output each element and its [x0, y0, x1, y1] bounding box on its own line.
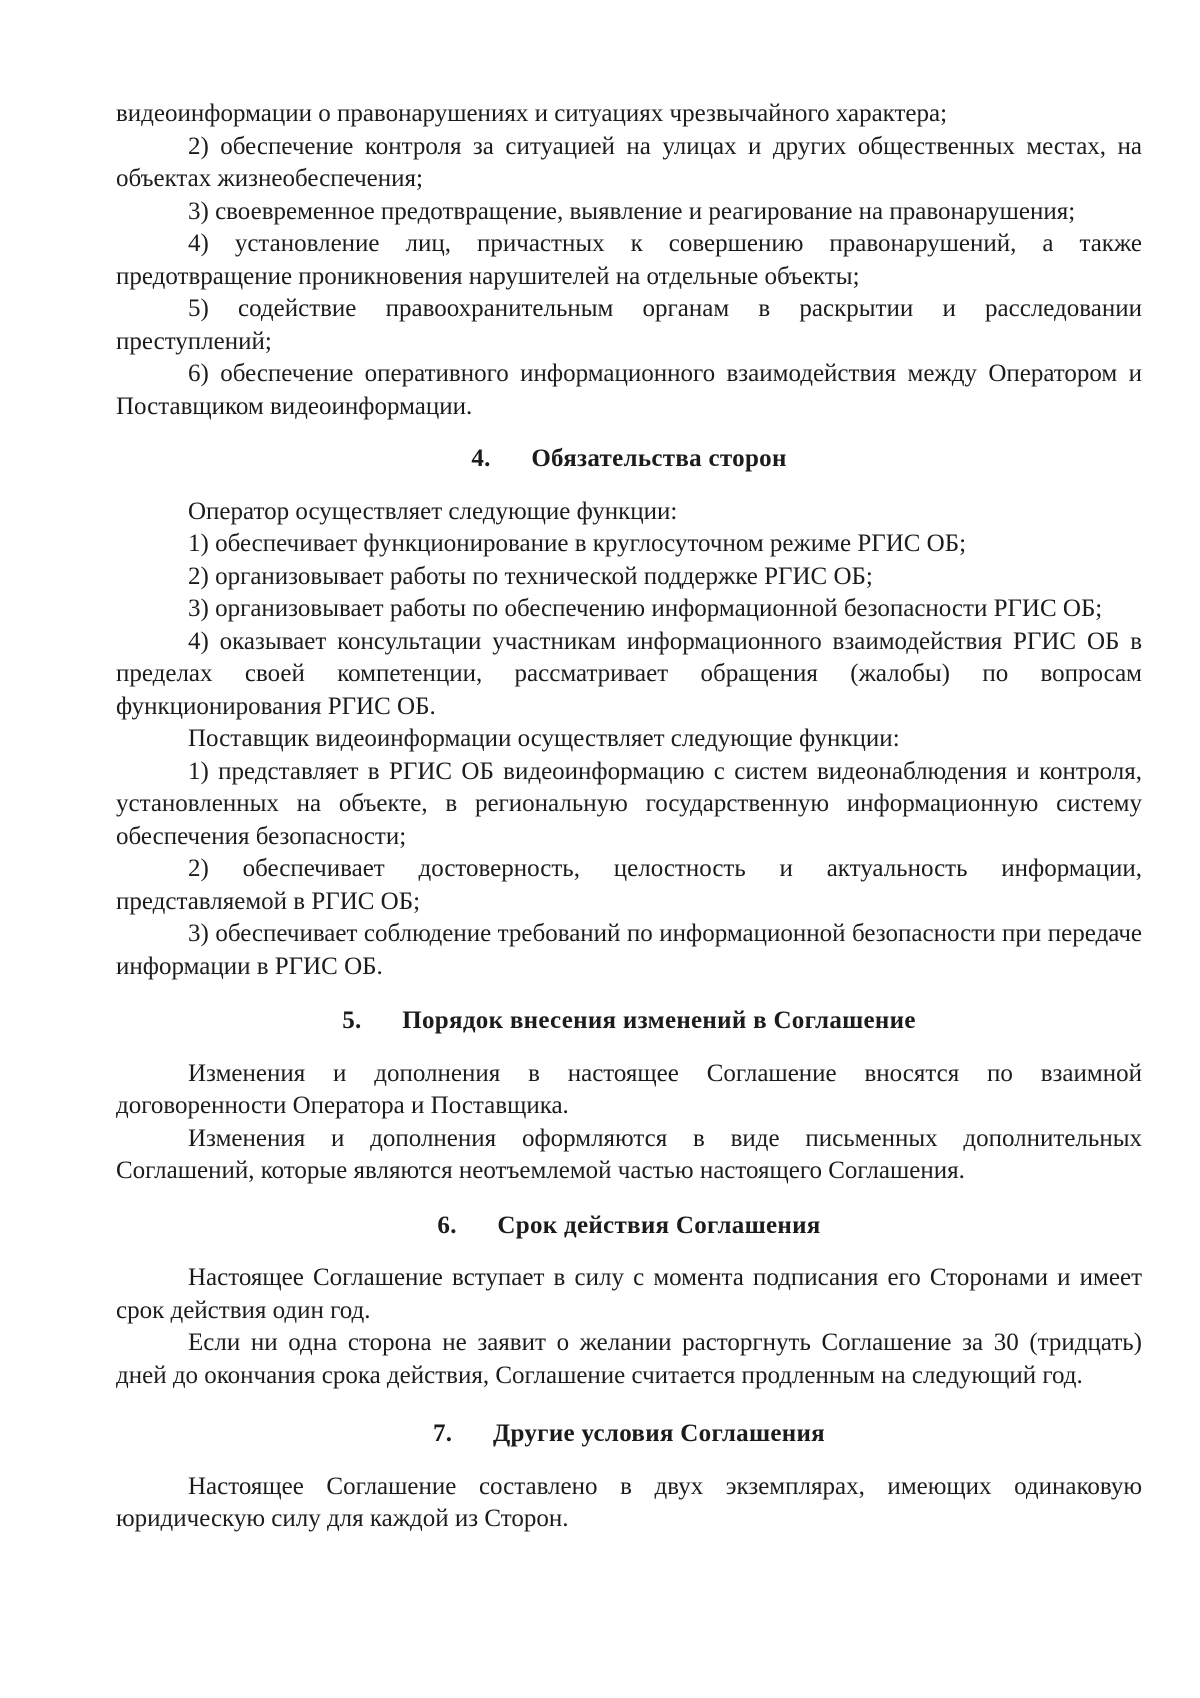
section-heading-amendments [116, 1005, 1142, 1038]
section-heading-obligations [116, 443, 1142, 476]
section-paragraph: 2) организовывает работы по технической поддержке РГИС ОБ; [188, 562, 873, 590]
section-paragraph: 3) обеспечивает соблюдение требований по информационной безопасности при передаче информации в РГИС ОБ. [116, 920, 1142, 980]
section-paragraph: Настоящее Соглашение вступает в силу с момента подписания его Сторонами и имеет срок действия один год. [116, 1264, 1142, 1324]
section-paragraph: 4) оказывает консультации участникам информационного взаимодействия РГИС ОБ в пределах своей компетенции, рассматривает обращения (жалобы) по вопросам функционирования РГИС ОБ. [116, 627, 1142, 720]
section-number: 6. [437, 1211, 457, 1239]
section-number: 4. [471, 445, 491, 472]
section-paragraph: 1) обеспечивает функционирование в круглосуточном режиме РГИС ОБ; [188, 530, 967, 557]
intro-line-continuation: видеоинформации о правонарушениях и ситуациях чрезвычайного характера; [116, 100, 948, 127]
intro-list-item: 6) обеспечение оперативного информационного взаимодействия между Оператором и Поставщиком видеоинформации. [116, 360, 1142, 420]
section-title: Срок действия Соглашения [497, 1211, 821, 1239]
section-paragraph: Изменения и дополнения оформляются в виде письменных дополнительных Соглашений, которые являются неотъемлемой частью настоящего Соглашения. [116, 1124, 1142, 1184]
section-heading-other-terms [116, 1418, 1142, 1451]
intro-list-item: 5) содействие правоохранительным органам в раскрытии и расследовании преступлений; [116, 295, 1142, 355]
section-title: Другие условия Соглашения [493, 1420, 825, 1447]
section-heading-term [116, 1210, 1142, 1243]
intro-list-item: 3) своевременное предотвращение, выявление и реагирование на правонарушения; [188, 197, 1076, 225]
section-paragraph: Настоящее Соглашение составлено в двух экземплярах, имеющих одинаковую юридическую силу для каждой из Сторон. [116, 1472, 1142, 1532]
section-paragraph: Изменения и дополнения в настоящее Соглашение вносятся по взаимной договоренности Оператора и Поставщика. [116, 1059, 1142, 1119]
section-title: Порядок внесения изменений в Соглашение [402, 1007, 916, 1034]
section-title: Обязательства сторон [531, 445, 787, 472]
section-paragraph: Если ни одна сторона не заявит о желании расторгнуть Соглашение за 30 (тридцать) дней до окончания срока действия, Соглашение считается продленным на следующий год. [116, 1329, 1142, 1389]
section-number: 5. [342, 1007, 362, 1034]
section-number: 7. [433, 1420, 453, 1447]
section-paragraph: Оператор осуществляет следующие функции: [188, 497, 678, 525]
section-paragraph: 1) представляет в РГИС ОБ видеоинформацию с систем видеонаблюдения и контроля, установленных на объекте, в региональную государственную информационную систему обеспечения безопасности; [116, 757, 1142, 850]
intro-list-item: 4) установление лиц, причастных к совершению правонарушений, а также предотвращение проникновения нарушителей на отдельные объекты; [116, 230, 1142, 290]
section-paragraph: 3) организовывает работы по обеспечению информационной безопасности РГИС ОБ; [188, 595, 1103, 622]
intro-list-item: 2) обеспечение контроля за ситуацией на улицах и других общественных местах, на объектах жизнеобеспечения; [116, 132, 1142, 192]
document-page [116, 98, 1142, 1536]
section-paragraph: 2) обеспечивает достоверность, целостность и актуальность информации, представляемой в РГИС ОБ; [116, 855, 1142, 915]
section-paragraph: Поставщик видеоинформации осуществляет следующие функции: [188, 725, 900, 752]
